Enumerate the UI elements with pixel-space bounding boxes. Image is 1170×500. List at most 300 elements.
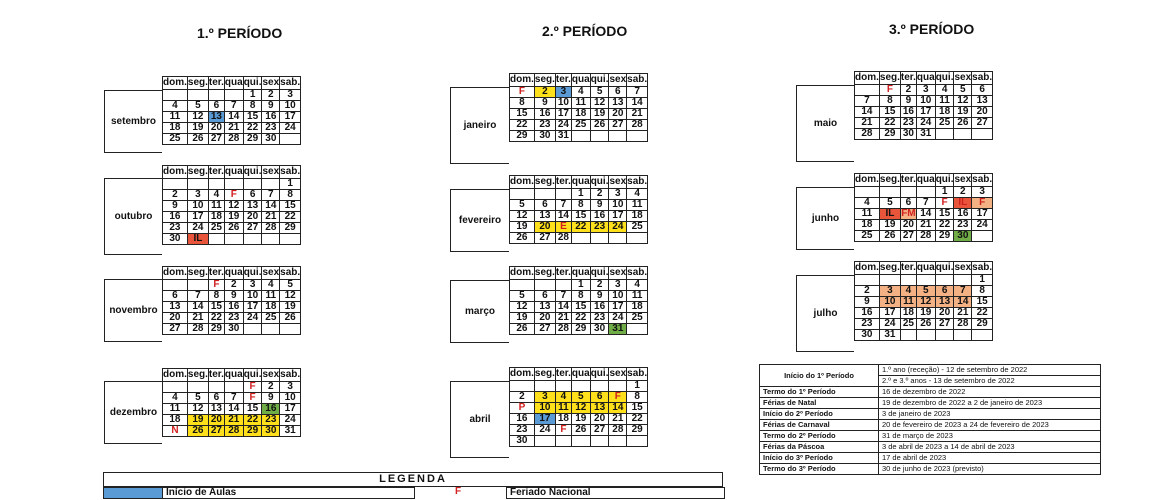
day-cell (163, 90, 188, 101)
day-cell: 2 (262, 90, 280, 101)
week-row (510, 280, 648, 291)
day-cell (534, 381, 555, 392)
week-row (163, 112, 301, 123)
info-row (760, 387, 1101, 398)
weekday-header: seg. (534, 368, 555, 379)
info-value: 16 de dezembro de 2022 (879, 387, 1101, 398)
week-row (163, 90, 301, 101)
day-cell (187, 90, 208, 101)
info-value: 2.º e 3.º anos - 13 de setembro de 2022 (879, 376, 1101, 387)
week-row (855, 209, 993, 220)
day-cell (609, 436, 627, 447)
weekday-header: sex (262, 77, 280, 88)
info-label: Termo do 1º Período (760, 387, 879, 398)
day-cell: 9 (590, 200, 609, 211)
day-cell: 21 (916, 220, 935, 231)
day-cell: 11 (208, 201, 224, 212)
day-cell: 14 (555, 211, 571, 222)
day-cell: 16 (510, 414, 535, 425)
day-cell (879, 275, 900, 286)
week-row (510, 233, 648, 244)
weekday-header: qua (916, 174, 935, 185)
day-cell: 31 (879, 330, 900, 341)
day-cell: 20 (208, 123, 224, 134)
day-cell: 18 (555, 414, 571, 425)
weekday-header: qui. (590, 368, 609, 379)
info-label: Termo do 2º Período (760, 431, 879, 442)
day-cell (609, 233, 627, 244)
month-name: maio (796, 85, 854, 162)
day-cell: 3 (280, 90, 301, 101)
day-cell: 9 (224, 291, 243, 302)
day-cell (163, 280, 188, 291)
day-cell: 16 (855, 308, 880, 319)
day-cell: 22 (935, 220, 954, 231)
weekday-header: qui. (590, 176, 609, 187)
day-cell: 13 (163, 302, 188, 313)
day-cell: 24 (972, 220, 993, 231)
day-cell: 4 (571, 87, 590, 98)
month-name: outubro (104, 178, 162, 255)
info-row (760, 464, 1101, 475)
day-cell: 20 (243, 212, 262, 223)
day-cell: 3 (555, 87, 571, 98)
weekday-header: qui. (935, 72, 954, 83)
weekday-header: qui. (590, 267, 609, 278)
day-cell: 11 (571, 98, 590, 109)
day-cell: 30 (262, 426, 280, 437)
day-cell: 27 (590, 425, 609, 436)
day-cell: 3 (187, 190, 208, 201)
day-cell: 8 (243, 101, 262, 112)
day-cell: 2 (163, 190, 188, 201)
day-cell: F (879, 85, 900, 96)
day-cell: 7 (627, 87, 648, 98)
day-cell (571, 131, 590, 142)
day-cell: 17 (609, 211, 627, 222)
weekday-header: dom. (163, 267, 187, 278)
day-cell (555, 189, 571, 200)
day-cell: 12 (510, 211, 535, 222)
legend (103, 472, 723, 498)
month-table (509, 175, 648, 244)
day-cell (590, 131, 609, 142)
day-cell: 19 (571, 414, 590, 425)
week-row (855, 330, 993, 341)
weekday-header: ter. (208, 77, 224, 88)
day-cell: 9 (900, 96, 916, 107)
day-cell (534, 280, 555, 291)
info-value: 3 de abril de 2023 a 14 de abril de 2023 (879, 442, 1101, 453)
day-cell (262, 324, 280, 335)
week-row (510, 302, 648, 313)
day-cell (935, 275, 954, 286)
day-cell: 17 (280, 404, 301, 415)
day-cell: 17 (243, 302, 262, 313)
day-cell: 19 (280, 302, 301, 313)
day-cell (571, 233, 590, 244)
day-cell: 26 (224, 223, 243, 234)
day-cell: 16 (224, 302, 243, 313)
info-row (760, 398, 1101, 409)
day-cell: F (243, 393, 262, 404)
day-cell: 16 (590, 211, 609, 222)
day-cell: 15 (510, 109, 535, 120)
weekday-header: sex (609, 176, 627, 187)
day-cell: 9 (590, 291, 609, 302)
day-cell: 13 (534, 302, 555, 313)
day-cell: 12 (571, 403, 590, 414)
day-cell: 27 (900, 231, 916, 242)
day-cell: 1 (935, 187, 954, 198)
day-cell: 30 (510, 436, 535, 447)
day-cell: 3 (609, 189, 627, 200)
month-table (162, 76, 301, 145)
day-cell: 8 (208, 291, 224, 302)
month-name: junho (796, 187, 854, 250)
day-cell: 2 (954, 187, 972, 198)
day-cell: 21 (224, 123, 243, 134)
day-cell: 27 (163, 324, 188, 335)
day-cell: 13 (208, 112, 224, 123)
day-cell: 17 (280, 112, 301, 123)
day-cell: F (555, 425, 571, 436)
day-cell: IL (187, 234, 208, 245)
week-row (510, 120, 648, 131)
day-cell: 23 (510, 425, 535, 436)
day-cell: 15 (571, 302, 590, 313)
day-cell (262, 179, 280, 190)
day-cell: 26 (280, 313, 301, 324)
weekday-header: sab. (627, 368, 648, 379)
day-cell: 27 (534, 233, 555, 244)
day-cell: 19 (187, 415, 208, 426)
weekday-header: seg. (534, 176, 555, 187)
legend-inicio-aulas: Início de Aulas (162, 487, 415, 499)
day-cell: 16 (163, 212, 188, 223)
day-cell: 14 (187, 302, 208, 313)
day-cell: F (208, 280, 224, 291)
day-cell: 3 (243, 280, 262, 291)
day-cell: 15 (972, 297, 993, 308)
day-cell: 28 (262, 223, 280, 234)
weekday-header: qui. (243, 267, 262, 278)
week-row (163, 134, 301, 145)
day-cell: 19 (879, 220, 900, 231)
day-cell: 24 (187, 223, 208, 234)
day-cell: 7 (224, 101, 243, 112)
day-cell: 10 (243, 291, 262, 302)
week-row (163, 280, 301, 291)
weekday-header: qua (224, 166, 243, 177)
day-cell: 17 (916, 107, 935, 118)
day-cell: 6 (243, 190, 262, 201)
day-cell (280, 134, 301, 145)
day-cell: 25 (571, 120, 590, 131)
day-cell: 4 (262, 280, 280, 291)
week-row (855, 220, 993, 231)
day-cell: 11 (627, 291, 648, 302)
day-cell: 4 (163, 393, 188, 404)
day-cell: 10 (280, 393, 301, 404)
day-cell: 17 (609, 302, 627, 313)
weekday-header: sab. (972, 72, 993, 83)
day-cell (280, 234, 301, 245)
week-row (510, 98, 648, 109)
weekday-header: qua (224, 369, 243, 380)
day-cell: 28 (555, 233, 571, 244)
day-cell (187, 179, 208, 190)
day-cell: 25 (627, 313, 648, 324)
day-cell: 19 (510, 313, 535, 324)
info-row (760, 442, 1101, 453)
month-name: setembro (104, 90, 162, 153)
weekday-header: qua (224, 77, 243, 88)
day-cell: 7 (916, 198, 935, 209)
day-cell: 12 (510, 302, 535, 313)
day-cell: 5 (187, 393, 208, 404)
day-cell: 10 (280, 101, 301, 112)
day-cell: 15 (627, 403, 648, 414)
day-cell: IL (879, 209, 900, 220)
day-cell: 3 (609, 280, 627, 291)
day-cell: 9 (855, 297, 880, 308)
weekday-header: qua (571, 267, 590, 278)
day-cell: 28 (916, 231, 935, 242)
day-cell (555, 381, 571, 392)
weekday-header: ter. (555, 74, 571, 85)
day-cell: 6 (900, 198, 916, 209)
day-cell: 9 (534, 98, 555, 109)
day-cell: 8 (510, 98, 535, 109)
day-cell (609, 381, 627, 392)
day-cell: 25 (855, 231, 880, 242)
day-cell: 24 (243, 313, 262, 324)
week-row (855, 107, 993, 118)
legend-row (103, 487, 723, 499)
day-cell: 25 (900, 319, 916, 330)
month-name: fevereiro (450, 189, 509, 252)
day-cell: 29 (627, 425, 648, 436)
day-cell: 19 (954, 107, 972, 118)
day-cell: 8 (879, 96, 900, 107)
week-row (855, 286, 993, 297)
weekday-header: ter. (900, 174, 916, 185)
day-cell: 6 (609, 87, 627, 98)
day-cell: 14 (609, 403, 627, 414)
day-cell: 20 (609, 109, 627, 120)
day-cell (954, 330, 972, 341)
month-table (162, 266, 301, 335)
day-cell: 18 (262, 302, 280, 313)
day-cell: 10 (609, 291, 627, 302)
day-cell (900, 330, 916, 341)
day-cell: 8 (280, 190, 301, 201)
day-cell: 14 (954, 297, 972, 308)
weekday-header: sab. (627, 267, 648, 278)
legend-swatch-blue (103, 487, 163, 499)
day-cell: 5 (879, 198, 900, 209)
day-cell: 7 (555, 200, 571, 211)
day-cell: 19 (187, 123, 208, 134)
weekday-header: dom. (855, 262, 879, 273)
day-cell: 20 (972, 107, 993, 118)
day-cell: 11 (935, 96, 954, 107)
weekday-header: sab. (280, 77, 301, 88)
day-cell: 1 (627, 381, 648, 392)
day-cell: 5 (916, 286, 935, 297)
weekday-header: qua (916, 262, 935, 273)
day-cell: 6 (208, 393, 224, 404)
day-cell: 28 (224, 134, 243, 145)
day-cell: 11 (163, 404, 188, 415)
day-cell (972, 330, 993, 341)
day-cell: 30 (590, 324, 609, 335)
month-table (854, 173, 993, 242)
weekday-header: dom. (163, 369, 187, 380)
day-cell: 15 (243, 404, 262, 415)
day-cell (224, 382, 243, 393)
day-cell: 17 (555, 109, 571, 120)
month-table (509, 73, 648, 142)
period-title-3: 3.º PERÍODO (889, 21, 975, 37)
day-cell: 19 (916, 308, 935, 319)
day-cell (590, 381, 609, 392)
day-cell: 27 (208, 426, 224, 437)
day-cell: 10 (555, 98, 571, 109)
day-cell: 25 (208, 223, 224, 234)
day-cell: 26 (510, 324, 535, 335)
day-cell (243, 179, 262, 190)
week-row (510, 211, 648, 222)
day-cell: 29 (972, 319, 993, 330)
day-cell (555, 436, 571, 447)
day-cell (900, 187, 916, 198)
weekday-header: qua (571, 368, 590, 379)
day-cell: 22 (571, 222, 590, 233)
day-cell: 30 (224, 324, 243, 335)
period-title-2: 2.º PERÍODO (542, 23, 628, 39)
day-cell: 5 (590, 87, 609, 98)
day-cell: 22 (571, 313, 590, 324)
day-cell: 17 (972, 209, 993, 220)
day-cell: 27 (935, 319, 954, 330)
day-cell: 17 (187, 212, 208, 223)
month-name: novembro (104, 279, 162, 342)
day-cell: 28 (954, 319, 972, 330)
week-row (855, 297, 993, 308)
day-cell: 18 (208, 212, 224, 223)
day-cell: 15 (571, 211, 590, 222)
day-cell (224, 90, 243, 101)
week-row (855, 231, 993, 242)
day-cell: 20 (208, 415, 224, 426)
day-cell: 28 (855, 129, 880, 140)
day-cell: 22 (879, 118, 900, 129)
weekday-header: sab. (972, 262, 993, 273)
day-cell: 22 (627, 414, 648, 425)
day-cell: 13 (534, 211, 555, 222)
weekday-header: sab. (972, 174, 993, 185)
weekday-header: dom. (510, 176, 534, 187)
day-cell: 31 (916, 129, 935, 140)
day-cell: 5 (954, 85, 972, 96)
day-cell: 2 (262, 382, 280, 393)
weekday-header: seg. (534, 74, 555, 85)
day-cell (510, 381, 535, 392)
day-cell: 9 (262, 393, 280, 404)
day-cell: 4 (900, 286, 916, 297)
day-cell: 28 (555, 324, 571, 335)
day-cell: 10 (916, 96, 935, 107)
weekday-header: seg. (879, 174, 900, 185)
month-name: julho (796, 275, 854, 352)
week-row (163, 415, 301, 426)
day-cell: 27 (972, 118, 993, 129)
month-table (162, 368, 301, 437)
week-row (510, 189, 648, 200)
day-cell: 15 (280, 201, 301, 212)
day-cell (935, 129, 954, 140)
day-cell: 8 (571, 291, 590, 302)
day-cell (855, 187, 880, 198)
day-cell: 1 (571, 280, 590, 291)
weekday-header: sex (954, 72, 972, 83)
week-row (510, 109, 648, 120)
day-cell (224, 179, 243, 190)
day-cell: 13 (243, 201, 262, 212)
week-row (855, 129, 993, 140)
weekday-header: ter. (555, 368, 571, 379)
day-cell (627, 436, 648, 447)
weekday-header: seg. (187, 267, 208, 278)
day-cell: 22 (280, 212, 301, 223)
day-cell: 21 (855, 118, 880, 129)
day-cell: 27 (534, 324, 555, 335)
weekday-header: qua (916, 72, 935, 83)
weekday-header: ter. (555, 176, 571, 187)
day-cell: 23 (855, 319, 880, 330)
day-cell: 14 (224, 404, 243, 415)
day-cell: 13 (208, 404, 224, 415)
day-cell: 23 (163, 223, 188, 234)
day-cell: 3 (879, 286, 900, 297)
week-row (510, 381, 648, 392)
weekday-header: qui. (935, 262, 954, 273)
day-cell: 9 (163, 201, 188, 212)
month-table (509, 367, 648, 447)
day-cell: 24 (609, 222, 627, 233)
day-cell: 5 (510, 291, 535, 302)
day-cell: 2 (855, 286, 880, 297)
day-cell: 21 (555, 313, 571, 324)
day-cell (954, 275, 972, 286)
info-row (760, 365, 1101, 376)
weekday-header: ter. (900, 262, 916, 273)
day-cell: 4 (163, 101, 188, 112)
week-row (510, 222, 648, 233)
week-row (163, 313, 301, 324)
day-cell: 4 (555, 392, 571, 403)
day-cell: 18 (571, 109, 590, 120)
day-cell: 4 (855, 198, 880, 209)
day-cell (972, 231, 993, 242)
day-cell: 18 (855, 220, 880, 231)
day-cell: 12 (590, 98, 609, 109)
weekday-header: seg. (879, 262, 900, 273)
day-cell (855, 275, 880, 286)
day-cell: 26 (187, 134, 208, 145)
